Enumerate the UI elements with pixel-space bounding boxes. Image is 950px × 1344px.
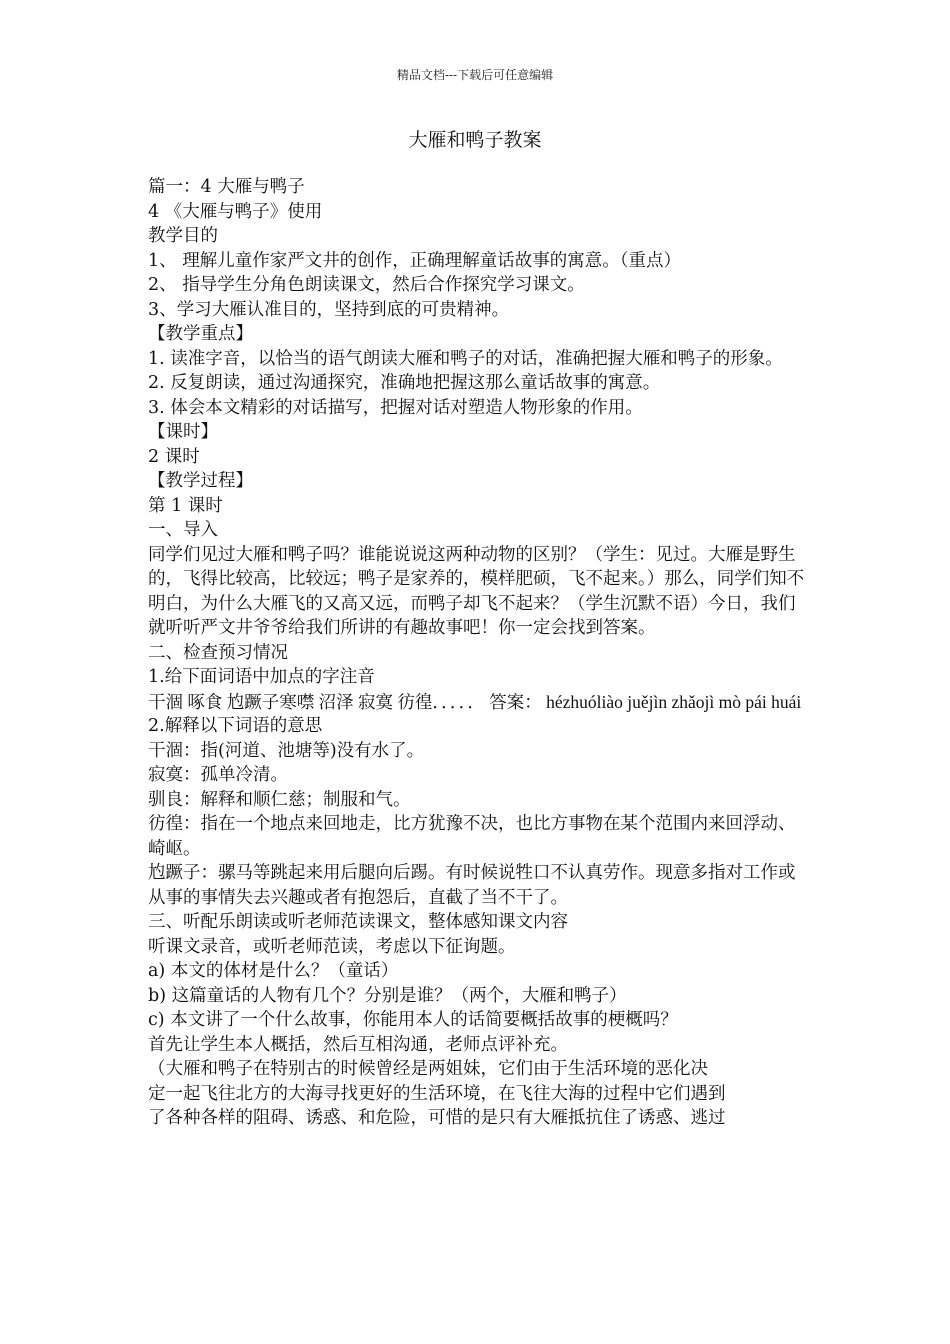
- paragraph: 二、检查预习情况: [148, 642, 288, 663]
- paragraph: 篇一：4 大雁与鸭子: [148, 177, 305, 197]
- paragraph: 驯良：解释和顺仁慈；制服和气。: [148, 789, 411, 810]
- paragraph: 教学目的: [148, 226, 218, 246]
- paragraph: 2 课时: [148, 446, 200, 467]
- paragraph: 3、学习大雁认准目的，坚持到底的可贵精神。: [148, 299, 510, 320]
- paragraph: a) 本文的体材是什么？（童话）: [148, 961, 399, 981]
- paragraph: b) 这篇童话的人物有几个？分别是谁？（两个，大雁和鸭子）: [148, 985, 627, 1006]
- paragraph: 【教学过程】: [148, 471, 253, 491]
- paragraph: 1、 理解儿童作家严文井的创作，正确理解童话故事的寓意。（重点）: [148, 250, 681, 271]
- paragraph: 1. 读准字音，以恰当的语气朗读大雁和鸭子的对话，准确把握大雁和鸭子的形象。: [148, 348, 783, 369]
- paragraph: 一、导入: [148, 520, 218, 540]
- document-body: [148, 175, 808, 1131]
- paragraph: 干涸 啄食 尥蹶子寒噤 沼泽 寂寞 彷徨．．．．． 答案： hézhuóliào juějìn zhǎojì mò pái huái: [148, 691, 802, 712]
- paragraph: 三、听配乐朗读或听老师范读课文，整体感知课文内容: [148, 912, 568, 932]
- paragraph: 干涸：指(河道、池塘等)没有水了。: [148, 740, 425, 761]
- document-title: 大雁和鸭子教案: [408, 129, 542, 151]
- paragraph: c) 本文讲了一个什么故事，你能用本人的话简要概括故事的梗概吗？: [148, 1010, 678, 1030]
- paragraph: 【课时】: [148, 422, 218, 442]
- page-header: 精品文档---下载后可任意编辑: [396, 68, 554, 82]
- paragraph: 4 《大雁与鸭子》使用: [148, 201, 323, 222]
- paragraph: 彷徨：指在一个地点来回地走，比方犹豫不决，也比方事物在某个范围内来回浮动、崎岖。: [148, 814, 796, 859]
- paragraph: 3. 体会本文精彩的对话描写，把握对话对塑造人物形象的作用。: [148, 397, 643, 418]
- paragraph: （大雁和鸭子在特别古的时候曾经是两姐妹，它们由于生活环境的恶化决: [148, 1059, 708, 1079]
- paragraph: 2、 指导学生分角色朗读课文，然后合作探究学习课文。: [148, 275, 585, 295]
- paragraph: 首先让学生本人概括，然后互相沟通，老师点评补充。: [148, 1034, 568, 1055]
- paragraph: 第 1 课时: [148, 495, 223, 516]
- paragraph: 2.解释以下词语的意思: [148, 716, 323, 736]
- paragraph: 尥蹶子：骡马等跳起来用后腿向后踢。有时候说牲口不认真劳作。现意多指对工作或从事的事情失去兴趣或者有抱怨后，直截了当不干了。: [148, 863, 796, 908]
- paragraph: 1.给下面词语中加点的字注音: [148, 667, 375, 687]
- paragraph: 同学们见过大雁和鸭子吗？谁能说说这两种动物的区别？（学生：见过。大雁是野生的，飞得比较高，比较远；鸭子是家养的，模样肥硕，飞不起来。）那么，同学们知不明白，为什么大雁飞的又高又远，而鸭子却飞不起来？（学生沉默不语）今日，我们就听听严文井爷爷给我们所讲的有趣故事吧！你一定会找到答案。: [148, 544, 805, 638]
- paragraph: 寂寞：孤单冷清。: [148, 765, 288, 785]
- paragraph: 听课文录音，或听老师范读，考虑以下征询题。: [148, 936, 516, 957]
- paragraph: 了各种各样的阻碍、诱惑、和危险，可惜的是只有大雁抵抗住了诱惑、逃过: [148, 1108, 726, 1128]
- paragraph: 【教学重点】: [148, 324, 253, 344]
- paragraph: 定一起飞往北方的大海寻找更好的生活环境，在飞往大海的过程中它们遇到: [148, 1083, 726, 1104]
- paragraph: 2. 反复朗读，通过沟通探究，准确地把握这那么童话故事的寓意。: [148, 373, 661, 393]
